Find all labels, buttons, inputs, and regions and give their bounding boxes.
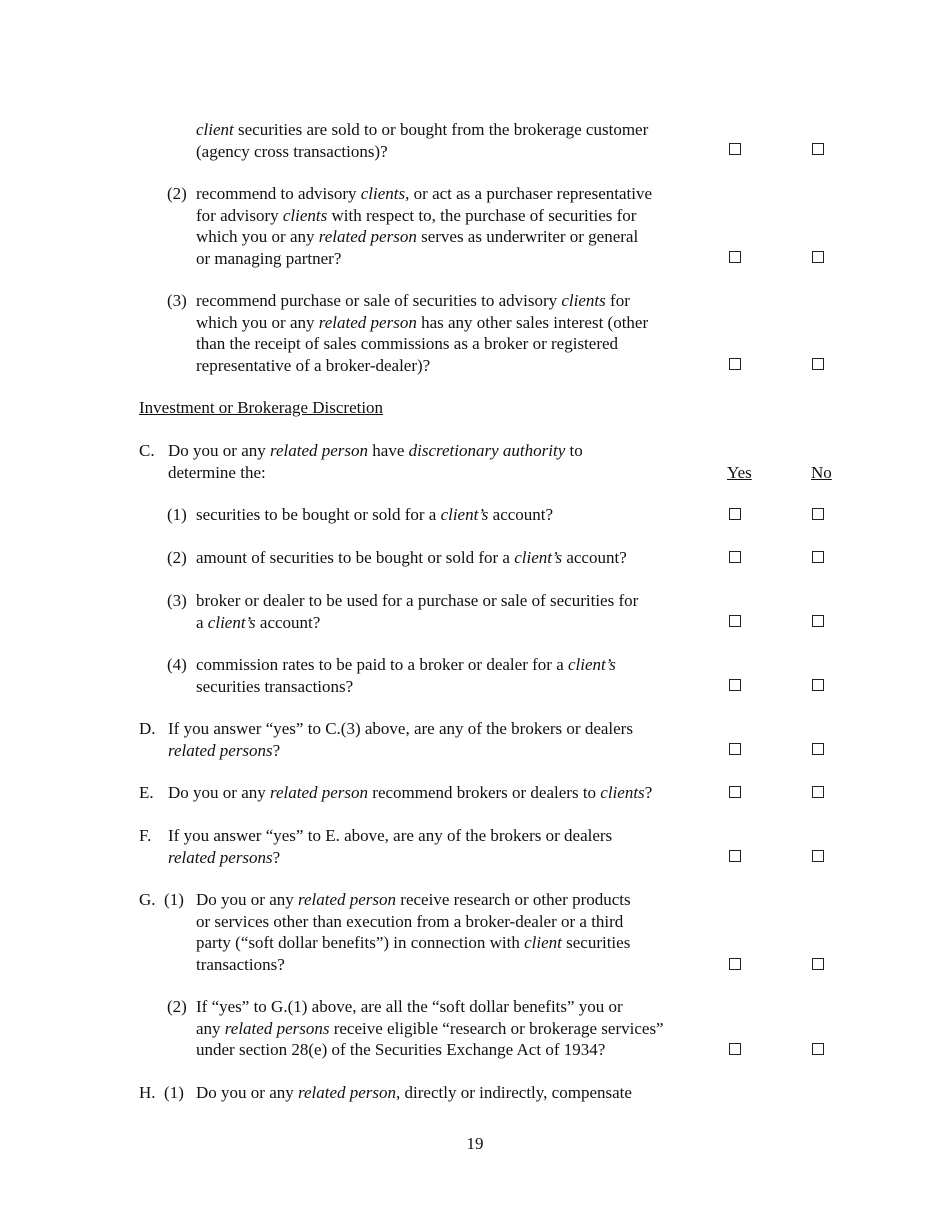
question-text: If you answer “yes” to E. above, are any of the brokers or dealers related persons? — [168, 826, 613, 867]
no-checkbox[interactable] — [812, 251, 824, 263]
yes-checkbox[interactable] — [729, 615, 741, 627]
question-label: (4) — [167, 655, 187, 674]
question-text: recommend purchase or sale of securities to advisory clients for which you or any related person has any other sales interest (other than the receipt of sales commissions as a broker or registered representative of a broker-dealer)? — [196, 291, 649, 375]
question-text: Do you or any related person recommend brokers or dealers to clients? — [168, 783, 653, 802]
yes-checkbox[interactable] — [729, 508, 741, 520]
question-label: D. — [139, 719, 156, 738]
question-text: If “yes” to G.(1) above, are all the “soft dollar benefits” you or any related persons receive eligible “research or brokerage services” under section 28(e) of the Securities Exchange Act of 1934? — [196, 997, 664, 1059]
no-checkbox[interactable] — [812, 743, 824, 755]
no-checkbox[interactable] — [812, 679, 824, 691]
yes-checkbox[interactable] — [729, 251, 741, 263]
question-text: Do you or any related person, directly or indirectly, compensate — [196, 1083, 632, 1102]
question-label: (3) — [167, 591, 187, 610]
no-checkbox[interactable] — [812, 551, 824, 563]
question-text: If you answer “yes” to C.(3) above, are any of the brokers or dealers related persons? — [168, 719, 633, 760]
no-checkbox[interactable] — [812, 958, 824, 970]
yes-checkbox[interactable] — [729, 143, 741, 155]
no-checkbox[interactable] — [812, 358, 824, 370]
yes-column-header: Yes — [727, 463, 752, 482]
question-text: securities to be bought or sold for a client’s account? — [196, 505, 554, 524]
question-text: commission rates to be paid to a broker or dealer for a client’s securities transactions? — [196, 655, 616, 696]
question-text: broker or dealer to be used for a purchase or sale of securities for a client’s account? — [196, 591, 639, 632]
question-label: (2) — [167, 184, 187, 203]
question-label: G. (1) — [139, 890, 184, 909]
question-label: F. — [139, 826, 152, 845]
yes-checkbox[interactable] — [729, 1043, 741, 1055]
no-column-header: No — [811, 463, 832, 482]
yes-checkbox[interactable] — [729, 358, 741, 370]
section-heading: Investment or Brokerage Discretion — [139, 398, 384, 417]
no-checkbox[interactable] — [812, 850, 824, 862]
question-text: Do you or any related person have discretionary authority to determine the: — [168, 441, 583, 482]
question-text: client securities are sold to or bought from the brokerage customer (agency cross transactions)? — [196, 120, 649, 161]
no-checkbox[interactable] — [812, 786, 824, 798]
question-label: (1) — [167, 505, 187, 524]
question-label: H. (1) — [139, 1083, 184, 1102]
yes-checkbox[interactable] — [729, 850, 741, 862]
question-label: (3) — [167, 291, 187, 310]
no-checkbox[interactable] — [812, 615, 824, 627]
question-label: (2) — [167, 997, 187, 1016]
question-text: amount of securities to be bought or sold for a client’s account? — [196, 548, 627, 567]
yes-checkbox[interactable] — [729, 958, 741, 970]
yes-checkbox[interactable] — [729, 786, 741, 798]
yes-checkbox[interactable] — [729, 679, 741, 691]
no-checkbox[interactable] — [812, 143, 824, 155]
no-checkbox[interactable] — [812, 508, 824, 520]
question-label: C. — [139, 441, 155, 460]
yes-checkbox[interactable] — [729, 743, 741, 755]
yes-checkbox[interactable] — [729, 551, 741, 563]
question-text: Do you or any related person receive research or other products or services other than execution from a broker-dealer or a third party (“soft dollar benefits”) in connection with client securities transactions? — [196, 890, 631, 974]
question-label: E. — [139, 783, 154, 802]
question-text: recommend to advisory clients, or act as a purchaser representative for advisory clients with respect to, the purchase of securities for which you or any related person serves as underwriter or general or managing partner? — [196, 184, 652, 268]
question-label: (2) — [167, 548, 187, 567]
no-checkbox[interactable] — [812, 1043, 824, 1055]
page-number: 19 — [466, 1134, 484, 1153]
